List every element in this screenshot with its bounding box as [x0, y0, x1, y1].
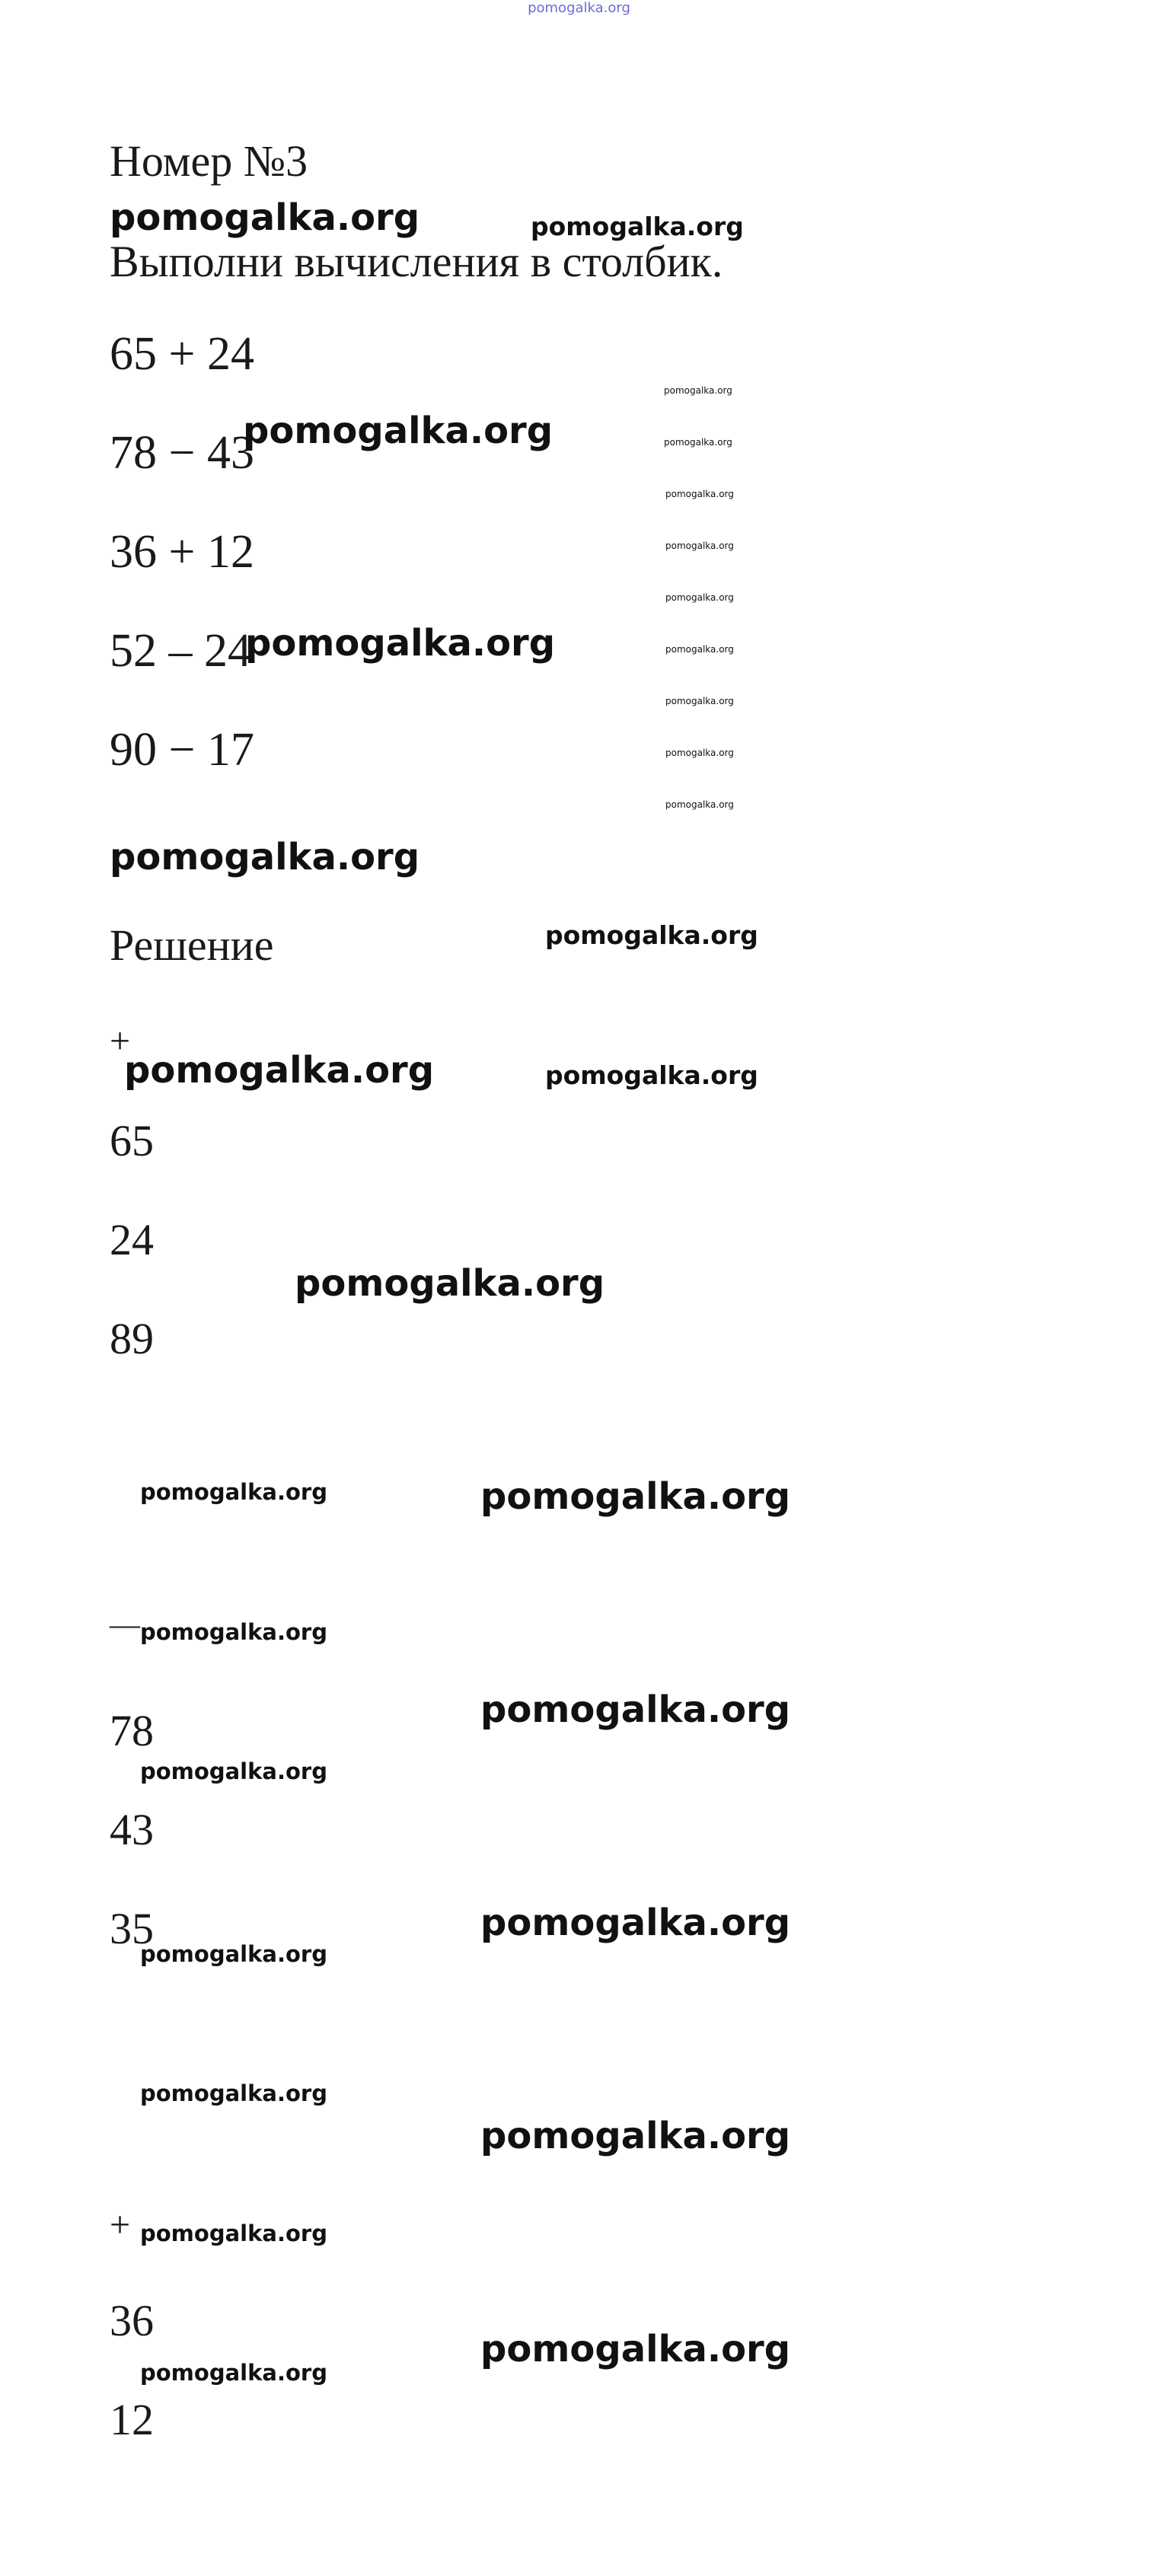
watermark: pomogalka.org — [140, 1758, 327, 1784]
operand-top: 36 — [110, 2296, 154, 2345]
operand-bottom: 43 — [110, 1805, 154, 1854]
watermark: pomogalka.org — [545, 1060, 758, 1090]
operation-sign: + — [110, 2205, 131, 2245]
result: 35 — [110, 1904, 154, 1953]
watermark: pomogalka.org — [480, 1475, 791, 1518]
task-text: Выполни вычисления в столбик. — [110, 237, 723, 286]
watermark: pomogalka.org — [140, 1479, 327, 1505]
expression-4: 52 – 24 — [110, 625, 251, 677]
operand-top: 65 — [110, 1116, 154, 1165]
watermark: pomogalka.org — [665, 592, 734, 603]
watermark: pomogalka.org — [480, 1688, 791, 1731]
watermark: pomogalka.org — [664, 385, 732, 396]
watermark: pomogalka.org — [245, 622, 556, 665]
watermark: pomogalka.org — [140, 2080, 327, 2106]
expression-3: 36 + 12 — [110, 526, 254, 578]
watermark: pomogalka.org — [545, 920, 758, 950]
expression-1: 65 + 24 — [110, 328, 254, 380]
expression-2: 78 − 43 — [110, 427, 254, 479]
watermark: pomogalka.org — [110, 196, 420, 239]
operation-sign: + — [110, 1021, 131, 1061]
operand-top: 78 — [110, 1706, 154, 1755]
operand-bottom: 24 — [110, 1215, 154, 1264]
site-link[interactable]: pomogalka.org — [528, 0, 630, 16]
watermark: pomogalka.org — [480, 1902, 791, 1944]
watermark: pomogalka.org — [665, 644, 734, 655]
watermark: pomogalka.org — [665, 799, 734, 810]
task-title: Номер №3 — [110, 136, 308, 186]
operand-bottom: 12 — [110, 2395, 154, 2444]
watermark: pomogalka.org — [140, 2360, 327, 2386]
watermark: pomogalka.org — [480, 2328, 791, 2370]
watermark: pomogalka.org — [124, 1049, 435, 1092]
watermark: pomogalka.org — [140, 2221, 327, 2246]
watermark: pomogalka.org — [531, 212, 744, 241]
watermark: pomogalka.org — [665, 489, 734, 499]
expression-5: 90 − 17 — [110, 724, 254, 776]
watermark: pomogalka.org — [140, 1619, 327, 1645]
solution-title: Решение — [110, 920, 274, 970]
operation-sign: — — [110, 1607, 140, 1641]
watermark: pomogalka.org — [243, 410, 553, 452]
watermark: pomogalka.org — [665, 748, 734, 758]
watermark: pomogalka.org — [664, 437, 732, 448]
watermark: pomogalka.org — [295, 1262, 605, 1305]
watermark: pomogalka.org — [140, 1941, 327, 1967]
watermark: pomogalka.org — [480, 2115, 791, 2157]
watermark: pomogalka.org — [665, 540, 734, 551]
watermark: pomogalka.org — [110, 836, 420, 878]
watermark: pomogalka.org — [665, 696, 734, 706]
result: 89 — [110, 1314, 154, 1363]
